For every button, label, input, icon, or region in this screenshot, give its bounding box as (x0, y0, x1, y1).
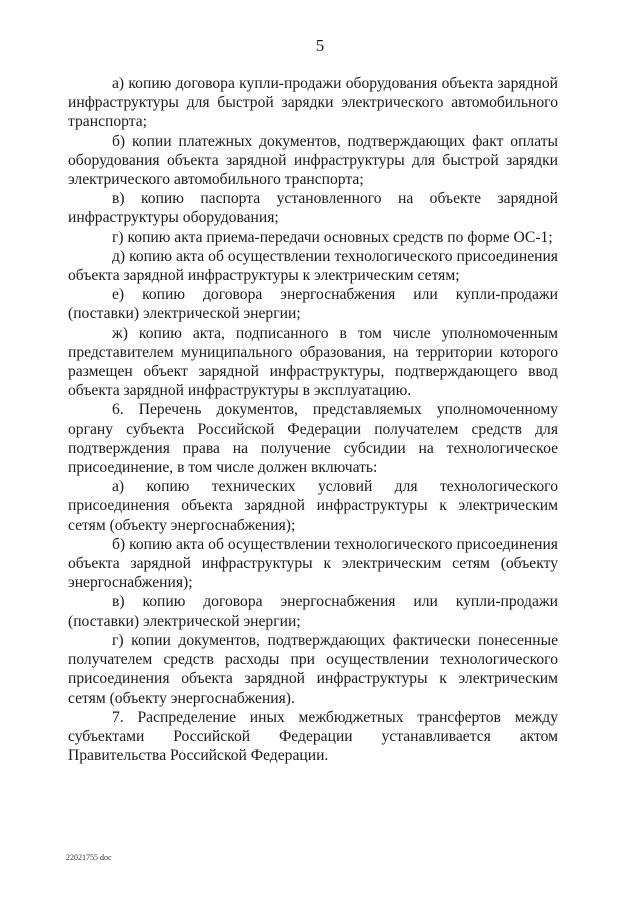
paragraph-item-b: б) копии платежных документов, подтверждающих факт оплаты оборудования объекта зарядной инфраструктуры для быстрой зарядки электрического автомобильного транспорта; (68, 132, 558, 189)
paragraph-item-e: е) копию договора энергоснабжения или купли-продажи (поставки) электрической энергии; (68, 286, 558, 323)
paragraph-6-item-a: а) копию технических условий для технологического присоединения объекта зарядной инфраструктуры к электрическим сетям (объекту энергоснабжения); (68, 478, 558, 534)
paragraph-6-item-g: г) копии документов, подтверждающих фактически понесенные получателем средств расходы при осуществлении технологического присоединения объекта зарядной инфраструктуры к электрическим сетям (объекту энергоснабжения). (68, 631, 558, 707)
footer-document-code: 22021755 doc (66, 853, 112, 862)
paragraph-item-g: г) копию акта приема-передачи основных средств по форме ОС-1; (112, 228, 553, 246)
document-body (68, 74, 558, 765)
paragraph-item-d: д) копию акта об осуществлении технологического присоединения объекта зарядной инфраструктуры к электрическим сетям; (68, 247, 558, 285)
paragraph-item-v: в) копию паспорта установленного на объекте зарядной инфраструктуры оборудования; (68, 190, 558, 227)
paragraph-section-7: 7. Распределение иных межбюджетных трансфертов между субъектами Российской Федерации устанавливается актом Правительства Российской Федерации. (68, 708, 558, 765)
paragraph-6-item-b: б) копию акта об осуществлении технологического присоединения объекта зарядной инфраструктуры к электрическим сетям (объекту энергоснабжения); (68, 535, 558, 592)
paragraph-6-item-v: в) копию договора энергоснабжения или купли-продажи (поставки) электрической энергии; (68, 593, 558, 630)
paragraph-item-zh: ж) копию акта, подписанного в том числе уполномоченным представителем муниципального образования, на территории которого размещен объект зарядной инфраструктуры, подтверждающего ввод объекта зарядной инфраструктуры в эксплуатацию. (68, 324, 558, 400)
paragraph-section-6: 6. Перечень документов, представляемых уполномоченному органу субъекта Российской Федерации получателем средств для подтверждения права на получение субсидии на технологическое присоединение, в том числе должен включать: (68, 401, 558, 477)
page-number: 5 (315, 36, 325, 55)
paragraph-item-a: а) копию договора купли-продажи оборудования объекта зарядной инфраструктуры для быстрой зарядки электрического автомобильного транспорта; (68, 75, 558, 131)
